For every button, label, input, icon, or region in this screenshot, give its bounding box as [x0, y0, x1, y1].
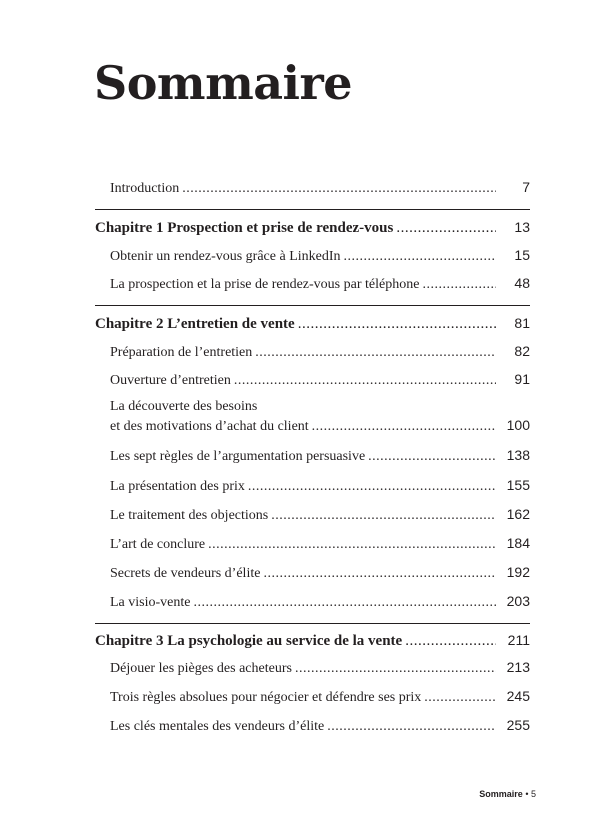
toc-entry-label: Obtenir un rendez-vous grâce à LinkedIn — [110, 249, 341, 264]
dot-leader — [344, 248, 496, 266]
toc-entry-label-line1: La découverte des besoins — [110, 399, 258, 414]
toc-entry[interactable] — [110, 446, 530, 466]
footer-page-number: 5 — [530, 789, 536, 799]
section-divider — [95, 209, 530, 210]
toc-entry-label: Les sept règles de l’argumentation persuasive — [110, 449, 366, 464]
toc-entry-label: Déjouer les pièges des acheteurs — [110, 661, 292, 676]
dot-leader — [327, 718, 496, 736]
toc-chapter-3[interactable] — [95, 631, 530, 650]
chapter-heading: Chapitre 3 La psychologie au service de la vente — [95, 633, 403, 649]
toc-entry[interactable] — [110, 505, 530, 525]
dot-leader — [424, 689, 496, 707]
dot-leader — [396, 219, 496, 237]
toc-page-number: 13 — [514, 219, 530, 235]
chapter-heading: Chapitre 1 Prospection et prise de rendez-vous — [95, 220, 394, 236]
toc-page-number: 81 — [514, 315, 530, 331]
dot-leader — [422, 276, 496, 294]
toc-entry-label: Préparation de l’entretien — [110, 345, 253, 360]
dot-leader — [255, 344, 496, 362]
dot-leader — [368, 448, 496, 466]
dot-leader — [405, 632, 496, 650]
toc-entry[interactable] — [110, 398, 530, 436]
toc-page-number: 15 — [514, 247, 530, 263]
toc-entry-label: Les clés mentales des vendeurs d’élite — [110, 719, 325, 734]
toc-page-number: 211 — [507, 632, 530, 648]
toc-page-number: 155 — [506, 477, 530, 493]
footer-bullet: • — [525, 789, 529, 799]
toc-entry-label: Introduction — [110, 181, 180, 196]
toc-page-number: 48 — [514, 275, 530, 291]
toc-entry[interactable] — [110, 716, 530, 736]
toc-page-number: 100 — [506, 417, 530, 433]
toc-entry[interactable] — [110, 274, 530, 294]
toc-page-number: 162 — [506, 506, 530, 522]
toc-entry[interactable] — [110, 246, 530, 266]
toc-entry[interactable] — [110, 534, 530, 554]
toc-entry-label-line2: et des motivations d’achat du client — [110, 419, 309, 434]
section-divider — [95, 623, 530, 624]
toc-entry[interactable] — [110, 563, 530, 583]
toc-entry[interactable] — [110, 370, 530, 390]
dot-leader — [234, 372, 496, 390]
toc-page-number: 184 — [506, 535, 530, 551]
toc-entry-label: L’art de conclure — [110, 537, 206, 552]
dot-leader — [298, 315, 496, 333]
toc-chapter-2[interactable] — [95, 314, 530, 333]
toc-page-number: 213 — [506, 659, 530, 675]
dot-leader — [271, 507, 496, 525]
dot-leader — [312, 418, 496, 436]
toc-page-number: 91 — [514, 371, 530, 387]
page-footer — [479, 789, 536, 799]
footer-section-title: Sommaire — [479, 789, 523, 799]
toc-entry-label: Trois règles absolues pour négocier et défendre ses prix — [110, 690, 422, 705]
page-title: Sommaire — [94, 56, 353, 110]
section-divider — [95, 305, 530, 306]
toc-entry-label: Secrets de vendeurs d’élite — [110, 566, 261, 581]
toc-entry[interactable] — [110, 592, 530, 612]
toc-entry[interactable] — [110, 687, 530, 707]
dot-leader — [193, 594, 496, 612]
toc-entry-label: La prospection et la prise de rendez-vous par téléphone — [110, 277, 420, 292]
dot-leader — [248, 478, 496, 496]
toc-page-number: 138 — [506, 447, 530, 463]
toc-entry-label: Le traitement des objections — [110, 508, 269, 523]
toc-entry-label: La visio-vente — [110, 595, 191, 610]
toc-entry-introduction[interactable] — [110, 178, 530, 198]
dot-leader — [208, 536, 496, 554]
toc-page-number: 7 — [522, 179, 530, 195]
toc-entry[interactable] — [110, 342, 530, 362]
toc-page-number: 255 — [506, 717, 530, 733]
toc-page-number: 192 — [506, 564, 530, 580]
toc-entry[interactable] — [110, 658, 530, 678]
toc-chapter-1[interactable] — [95, 218, 530, 237]
toc-entry-label: Ouverture d’entretien — [110, 373, 231, 388]
toc-page-number: 203 — [506, 593, 530, 609]
dot-leader — [263, 565, 496, 583]
dot-leader — [295, 660, 496, 678]
chapter-heading: Chapitre 2 L’entretien de vente — [95, 316, 295, 332]
toc-entry[interactable] — [110, 476, 530, 496]
dot-leader — [182, 180, 496, 198]
toc-entry-label: La présentation des prix — [110, 479, 245, 494]
toc-page-number: 245 — [506, 688, 530, 704]
toc-page-number: 82 — [514, 343, 530, 359]
